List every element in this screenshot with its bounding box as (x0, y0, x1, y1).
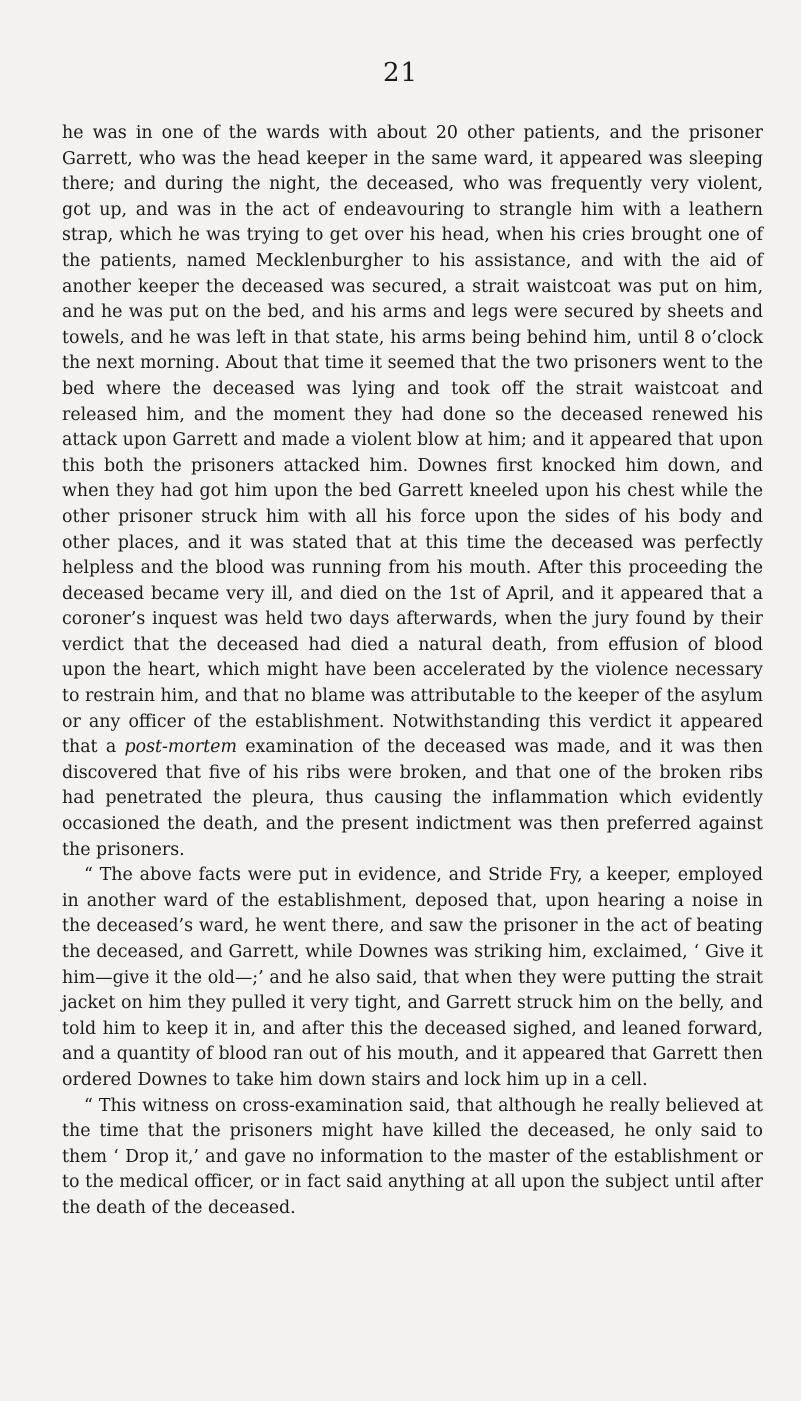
paragraph-1-italic-term: post-mortem (124, 737, 237, 758)
paragraph-2: “ The above facts were put in evidence, and Stride Fry, a keeper, employed in another ward of the establishment, deposed that, upon hearing a noise in the deceased’s ward, he went there, and saw the prisoner in the act of beating the deceased, and Garrett, while Downes was striking him, exclaimed, ‘ Give it him—give it the old—;’ and he also said, that when they were putting the strait jacket on him they pulled it very tight, and Garrett struck him on the belly, and told him to keep it in, and after this the deceased sighed, and leaned forward, and a quantity of blood ran out of his mouth, and it appeared that Garrett then ordered Downes to take him down stairs and lock him up in a cell. (62, 865, 763, 1090)
paragraph-3: “ This witness on cross-examination said, that although he really believed at the time that the prisoners might have killed the deceased, he only said to them ‘ Drop it,’ and gave no information to the master of the establishment or to the medical officer, or in fact said anything at all upon the subject until after the death of the deceased. (62, 1095, 763, 1218)
page-number: 21 (382, 58, 419, 88)
paragraph-1-text-after: examination of the deceased was made, and it was then discovered that five of his ribs were broken, and that one of the broken ribs had penetrated the pleura, thus causing the inflammation which evidently occasioned the death, and the present indictment was then preferred against the prisoners. (62, 737, 763, 860)
body-text (62, 121, 763, 1222)
paragraph-1-text-before: he was in one of the wards with about 20 other patients, and the prisoner Garrett, who was the head keeper in the same ward, it appeared was sleeping there; and during the night, the deceased, who was frequently very violent, got up, and was in the act of endeavouring to strangle him with a leathern strap, which he was trying to get over his head, when his cries brought one of the patients, named Mecklenburgher to his assistance, and with the aid of another keeper the deceased was secured, a strait waistcoat was put on him, and he was put on the bed, and his arms and legs were secured by sheets and towels, and he was left in that state, his arms being behind him, until 8 o’clock the next morning. About that time it seemed that the two prisoners went to the bed where the deceased was lying and took off the strait waistcoat and released him, and the moment they had done so the deceased renewed his attack upon Garrett and made a violent blow at him; and it appeared that upon this both the prisoners attacked him. Downes first knocked him down, and when they had got him upon the bed Garrett kneeled upon his chest while the other prisoner struck him with all his force upon the sides of his body and other places, and it was stated that at this time the deceased was perfectly helpless and the blood was running from his mouth. After this proceeding the deceased became very ill, and died on the 1st of April, and it appeared that a coroner’s inquest was held two days afterwards, when the jury found by their verdict that the deceased had died a natural death, from effusion of blood upon the heart, which might have been accelerated by the violence necessary to restrain him, and that no blame was attributable to the keeper of the asylum or any officer of the establishment. Notwithstanding this verdict it appeared that a (62, 123, 763, 758)
paragraph-1 (62, 121, 763, 863)
